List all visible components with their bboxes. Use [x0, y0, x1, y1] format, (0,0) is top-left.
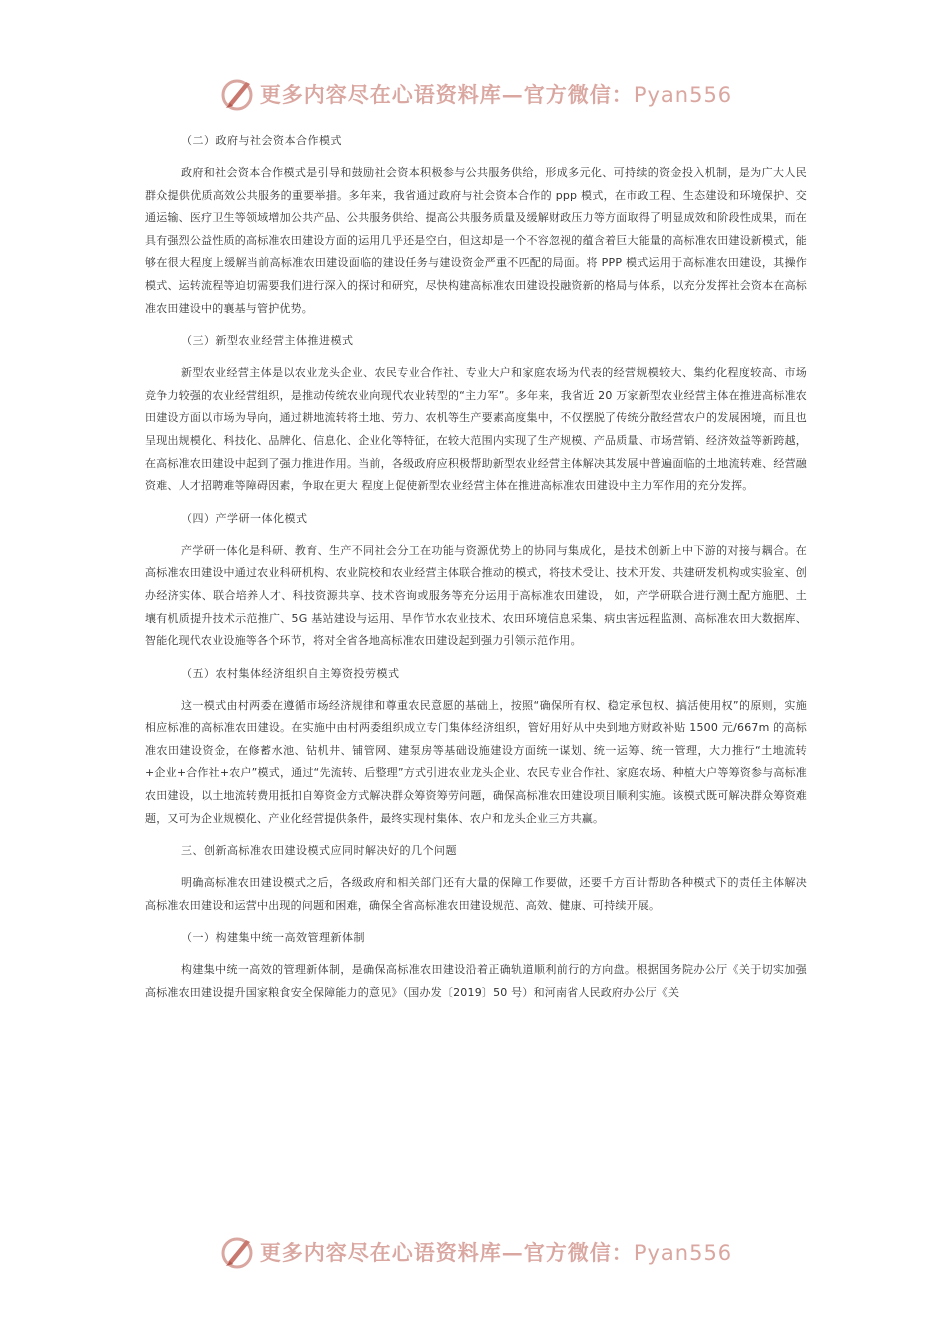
wechat-id: Pyan556 — [633, 83, 733, 107]
quill-pen-logo-icon — [218, 1232, 258, 1272]
paragraph: 明确高标准农田建设模式之后，各级政府和相关部门还有大量的保障工作要做，还要千方百计帮助各种模式下的责任主体解决高标准农田建设和运营中出现的问题和困难，确保全省高标准农田建设规范、高效、健康、可持续开展。 — [145, 876, 807, 912]
paragraph: 产学研一体化是科研、教育、生产不同社会分工在功能与资源优势上的协同与集成化，是技术创新上中下游的对接与耦合。在高标准农田建设中通过农业科研机构、农业院校和农业经营主体联合推动的模式，将技术受让、技术开发、共建研发机构或实验室、创办经济实体、联合培养人才、科技资源共享、技术咨询或服务等充分运用于高标准农田建设， 如，产学研联合进行测土配方施肥、土壤有机质提升技术示范推广、5G 基站建设与运用、旱作节水农业技术、农田环境信息采集、病虫害远程监测、高标准农田大数据库、智能化现代农业设施等各个环节，将对全省各地高标准农田建设起到强力引领示范作用。 — [145, 543, 807, 648]
section-heading: （四）产学研一体化模式 — [181, 511, 308, 525]
header-banner — [0, 72, 950, 116]
banner-text: 更多内容尽在心语资料库—官方微信：Pyan556 — [259, 1240, 733, 1265]
footer-banner — [0, 1230, 950, 1274]
quill-pen-logo-icon — [218, 74, 258, 114]
section-heading: （二）政府与社会资本合作模式 — [181, 134, 342, 147]
section-heading: （一）构建集中统一高效管理新体制 — [181, 931, 365, 945]
banner-text: 更多内容尽在心语资料库—官方微信：Pyan556 — [259, 82, 733, 107]
section-heading: 三、创新高标准农田建设模式应同时解决好的几个问题 — [181, 844, 457, 858]
paragraph: 新型农业经营主体是以农业龙头企业、农民专业合作社、专业大户和家庭农场为代表的经营规模较大、集约化程度较高、市场竞争力较强的农业经营组织，是推动传统农业向现代农业转型的“主力军”。多年来，我省近 20 万家新型农业经营主体在推进高标准农田建设方面以市场为导向，通过耕地流转将土地、劳力、农机等生产要素高度集中，不仅摆脱了传统分散经营农户的发展困境，而且也呈现出规模化、科技化、品牌化、信息化、企业化等特征，在较大范围内实现了生产规模、产品质量、市场营销、经济效益等新跨越，在高标准农田建设中起到了强力推进作用。当前，各级政府应积极帮助新型农业经营主体解决其发展中普遍面临的土地流转难、经营融资难、人才招聘难等障碍因素，争取在更大 程度上促使新型农业经营主体在推进高标准农田建设中主力军作用的充分发挥。 — [145, 366, 807, 493]
paragraph: 这一模式由村两委在遵循市场经济规律和尊重农民意愿的基础上，按照“确保所有权、稳定承包权、搞活使用权”的原则，实施相应标准的高标准农田建设。在实施中由村两委组织成立专门集体经济组织，管好用好从中央到地方财政补贴 1500 元/667m 的高标准农田建设资金，在修蓄水池、钻机井、铺管网、建泵房等基础设施建设方面统一谋划、统一运筹、统一管理，大力推行“土地流转+企业+合作社+农户”模式，通过“先流转、后整理”方式引进农业龙头企业、农民专业合作社、家庭农场、种植大户等筹资参与高标准农田建设，以土地流转费用抵扣自筹资金方式解决群众筹资筹劳问题，确保高标准农田建设项目顺利实施。该模式既可解决群众筹资难题，又可为企业规模化、产业化经营提供条件，最终实现村集体、农户和龙头企业三方共赢。 — [145, 698, 807, 825]
section-heading: （五）农村集体经济组织自主筹资投劳模式 — [181, 666, 400, 680]
section-heading: （三）新型农业经营主体推进模式 — [181, 334, 354, 348]
paragraph: 政府和社会资本合作模式是引导和鼓励社会资本积极参与公共服务供给，形成多元化、可持续的资金投入机制，是为广大人民群众提供优质高效公共服务的重要举措。多年来，我省通过政府与社会资本合作的 ppp 模式，在市政工程、生态建设和环境保护、交通运输、医疗卫生等领域增加公共产品、公共服务供给、提高公共服务质量及缓解财政压力等方面取得了明显成效和阶段性成果，而在具有强烈公益性质的高标准农田建设方面的运用几乎还是空白，但这却是一个不容忽视的蕴含着巨大能量的高标准农田建设新模式，能够在很大程度上缓解当前高标准农田建设面临的建设任务与建设资金严重不匹配的局面。将 PPP 模式运用于高标准农田建设，其操作模式、运转流程等迫切需要我们进行深入的探讨和研究，尽快构建高标准农田建设投融资新的格局与体系，以充分发挥社会资本在高标准农田建设中的襄基与管护优势。 — [145, 166, 807, 315]
document-body — [145, 128, 807, 1015]
wechat-id: Pyan556 — [633, 1241, 733, 1265]
paragraph: 构建集中统一高效的管理新体制，是确保高标准农田建设沿着正确轨道顺利前行的方向盘。根据国务院办公厅《关于切实加强高标准农田建设提升国家粮食安全保障能力的意见》（国办发〔2019〕50 号）和河南省人民政府办公厅《关 — [145, 963, 807, 1000]
